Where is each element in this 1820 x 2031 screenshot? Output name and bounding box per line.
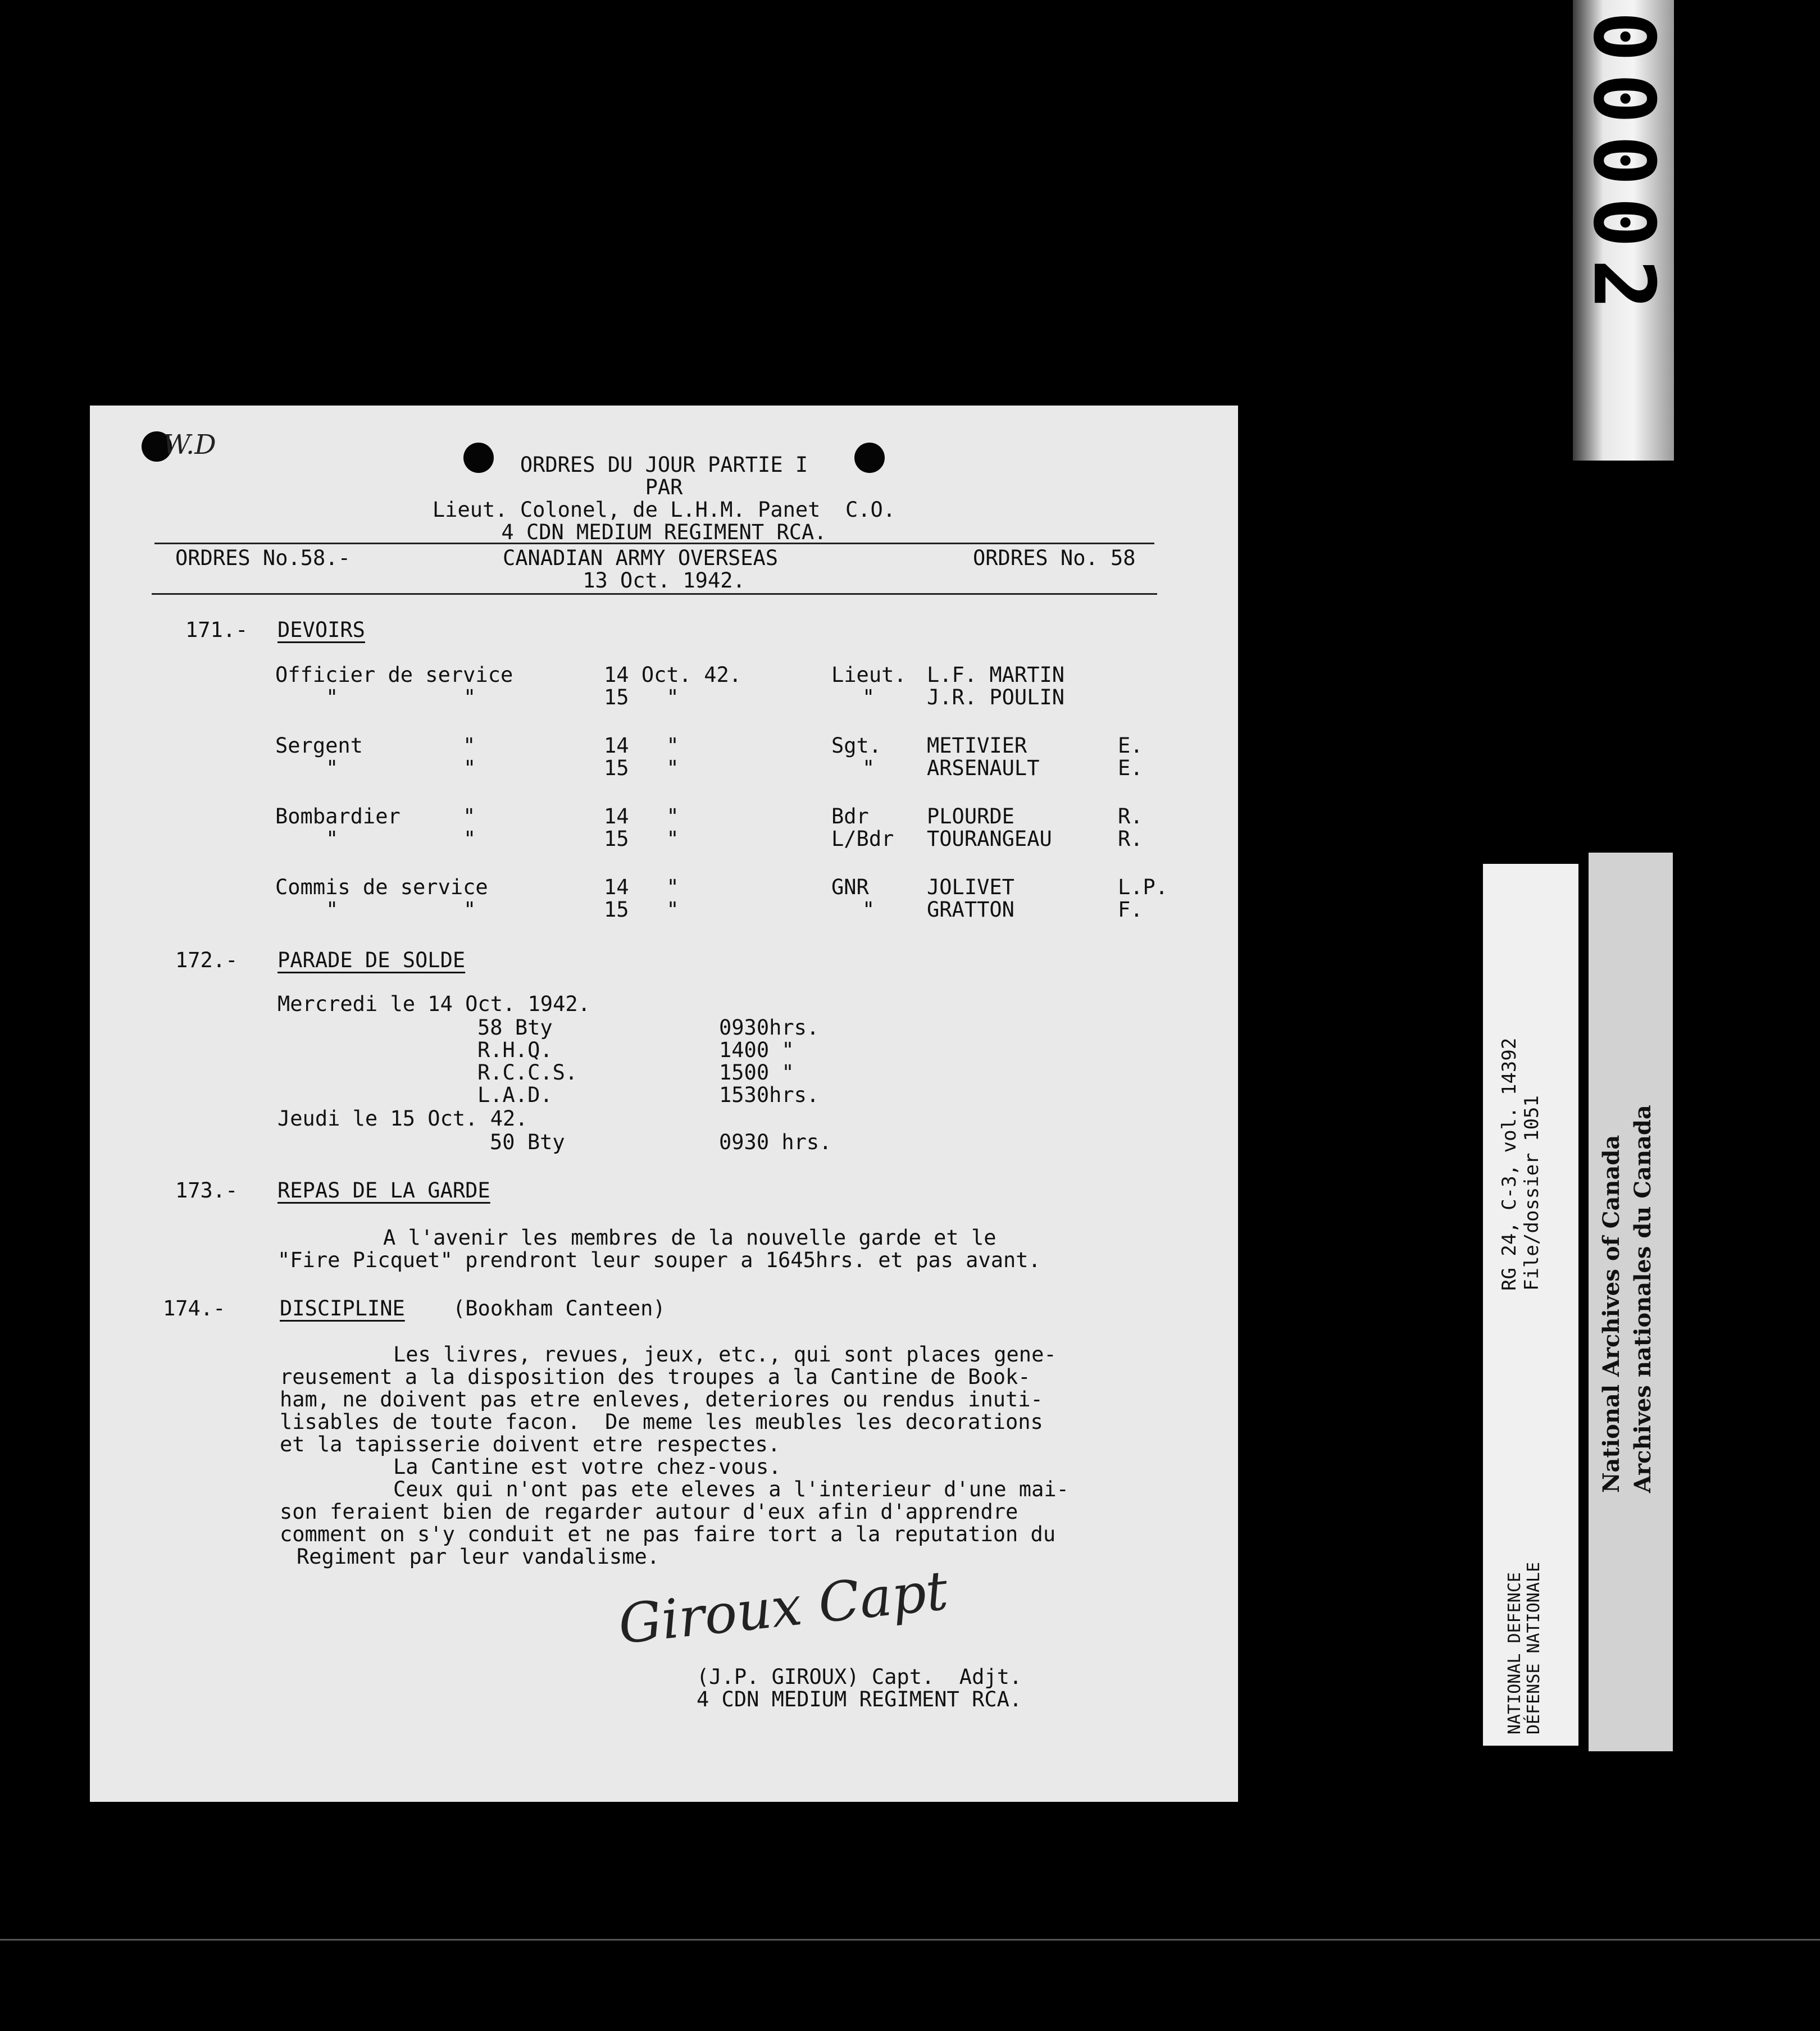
duty-rank: Sgt. xyxy=(831,734,882,758)
archive-reference-1: RG 24, C-3, vol. 14392 xyxy=(1498,1037,1521,1291)
pay-parade-time: 1530hrs. xyxy=(719,1083,820,1107)
pay-parade-unit: R.H.Q. xyxy=(477,1038,553,1062)
discipline-line: comment on s'y conduit et ne pas faire tort a la reputation du xyxy=(280,1522,1056,1546)
duty-name: TOURANGEAU xyxy=(927,827,1052,851)
discipline-line: Regiment par leur vandalisme. xyxy=(297,1545,660,1569)
duty-date: 14 " xyxy=(604,734,679,758)
header-date: 13 Oct. 1942. xyxy=(583,568,745,593)
margin-note: W.D xyxy=(163,429,216,461)
pay-parade-time: 0930hrs. xyxy=(719,1016,820,1040)
discipline-line: lisables de toute facon. De meme les meubles les decorations xyxy=(280,1410,1043,1434)
signature: Giroux Capt xyxy=(615,1559,951,1656)
duty-role: " " xyxy=(326,827,476,851)
archive-label-nac xyxy=(1589,853,1673,1751)
section-title-pay-parade: PARADE DE SOLDE xyxy=(277,948,466,972)
duty-date: 14 " xyxy=(604,875,679,899)
national-archives-fr: Archives nationales du Canada xyxy=(1630,1105,1656,1493)
pay-parade-unit: R.C.C.S. xyxy=(477,1060,578,1085)
discipline-line: et la tapisserie doivent etre respectes. xyxy=(280,1432,781,1456)
pay-parade-unit: 50 Bty xyxy=(490,1130,565,1154)
duty-initial: F. xyxy=(1118,898,1143,922)
header-rule-bottom xyxy=(152,593,1157,595)
section-number-174: 174.- xyxy=(163,1296,226,1320)
duty-name: METIVIER xyxy=(927,734,1027,758)
orders-number-right: ORDRES No. 58 xyxy=(973,546,1136,570)
frame-number: 00002 xyxy=(1575,11,1672,321)
signature-name: (J.P. GIROUX) Capt. Adjt. xyxy=(697,1665,1022,1689)
section-number-172: 172.- xyxy=(175,948,238,972)
national-defence-en: NATIONAL DEFENCE xyxy=(1505,1572,1525,1734)
duty-name: L.F. MARTIN xyxy=(927,663,1065,687)
duty-date: 15 " xyxy=(604,756,679,780)
duty-rank: " xyxy=(862,685,875,709)
header-army: CANADIAN ARMY OVERSEAS xyxy=(503,546,779,570)
orders-number-left: ORDRES No.58.- xyxy=(175,546,351,570)
duty-initial: L.P. xyxy=(1118,875,1168,899)
duty-role: Officier de service xyxy=(275,663,513,687)
duty-role: Bombardier " xyxy=(275,804,476,828)
section-title-guard-meal: REPAS DE LA GARDE xyxy=(277,1178,490,1203)
discipline-line: Les livres, revues, jeux, etc., qui sont places gene- xyxy=(393,1342,1057,1367)
duty-initial: E. xyxy=(1118,734,1143,758)
duty-role: " " xyxy=(326,685,476,709)
header-par: PAR xyxy=(645,475,683,499)
duty-rank: Lieut. xyxy=(831,663,907,687)
header-title: ORDRES DU JOUR PARTIE I xyxy=(520,453,808,477)
document-page xyxy=(90,406,1238,1802)
pay-parade-time: 1500 " xyxy=(719,1060,794,1085)
duty-date: 15 " xyxy=(604,685,679,709)
duty-rank: Bdr xyxy=(831,804,869,828)
guard-meal-line: A l'avenir les membres de la nouvelle garde et le xyxy=(383,1226,997,1250)
pay-parade-time: 1400 " xyxy=(719,1038,794,1062)
national-defence-fr: DÉFENSE NATIONALE xyxy=(1524,1561,1544,1734)
duty-date: 14 " xyxy=(604,804,679,828)
duty-name: GRATTON xyxy=(927,898,1014,922)
signature-unit: 4 CDN MEDIUM REGIMENT RCA. xyxy=(697,1687,1022,1711)
duty-role: " " xyxy=(326,898,476,922)
frame-number-strip xyxy=(1573,0,1674,461)
duty-name: J.R. POULIN xyxy=(927,685,1065,709)
national-archives-en: National Archives of Canada xyxy=(1598,1135,1625,1493)
duty-rank: " xyxy=(862,898,875,922)
section-title-duties: DEVOIRS xyxy=(277,618,365,642)
duty-date: 15 " xyxy=(604,827,679,851)
discipline-line: ham, ne doivent pas etre enleves, deteriores ou rendus inuti- xyxy=(280,1387,1043,1411)
guard-meal-line: "Fire Picquet" prendront leur souper a 1645hrs. et pas avant. xyxy=(277,1248,1041,1272)
duty-name: PLOURDE xyxy=(927,804,1014,828)
archive-reference-2: File/dossier 1051 xyxy=(1521,1095,1543,1291)
duty-role: Sergent " xyxy=(275,734,476,758)
duty-rank: L/Bdr xyxy=(831,827,894,851)
discipline-line: La Cantine est votre chez-vous. xyxy=(393,1455,781,1479)
archive-label-reference xyxy=(1483,864,1578,1746)
duty-name: JOLIVET xyxy=(927,875,1014,899)
pay-parade-unit: L.A.D. xyxy=(477,1083,553,1107)
header-regiment: 4 CDN MEDIUM REGIMENT RCA. xyxy=(501,520,827,544)
duty-rank: GNR xyxy=(831,875,869,899)
duty-initial: R. xyxy=(1118,804,1143,828)
pay-parade-day-2: Jeudi le 15 Oct. 42. xyxy=(277,1106,528,1131)
discipline-line: Ceux qui n'ont pas ete eleves a l'interieur d'une mai- xyxy=(393,1477,1069,1501)
duty-date: 15 " xyxy=(604,898,679,922)
duty-initial: E. xyxy=(1118,756,1143,780)
pay-parade-day-1: Mercredi le 14 Oct. 1942. xyxy=(277,992,590,1016)
section-subtitle-discipline: (Bookham Canteen) xyxy=(453,1296,666,1320)
duty-initial: R. xyxy=(1118,827,1143,851)
duty-role: " " xyxy=(326,756,476,780)
section-number-171: 171.- xyxy=(185,618,248,642)
header-commander: Lieut. Colonel, de L.H.M. Panet C.O. xyxy=(432,498,896,522)
duty-rank: " xyxy=(862,756,875,780)
section-title-discipline: DISCIPLINE xyxy=(280,1296,405,1320)
pay-parade-unit: 58 Bty xyxy=(477,1016,553,1040)
film-edge-line xyxy=(0,1939,1820,1941)
section-number-173: 173.- xyxy=(175,1178,238,1203)
header-rule-top xyxy=(154,543,1154,544)
duty-date: 14 Oct. 42. xyxy=(604,663,742,687)
discipline-line: reusement a la disposition des troupes a la Cantine de Book- xyxy=(280,1365,1031,1389)
duty-role: Commis de service xyxy=(275,875,488,899)
discipline-line: son feraient bien de regarder autour d'eux afin d'apprendre xyxy=(280,1500,1018,1524)
pay-parade-time: 0930 hrs. xyxy=(719,1130,832,1154)
duty-name: ARSENAULT xyxy=(927,756,1040,780)
